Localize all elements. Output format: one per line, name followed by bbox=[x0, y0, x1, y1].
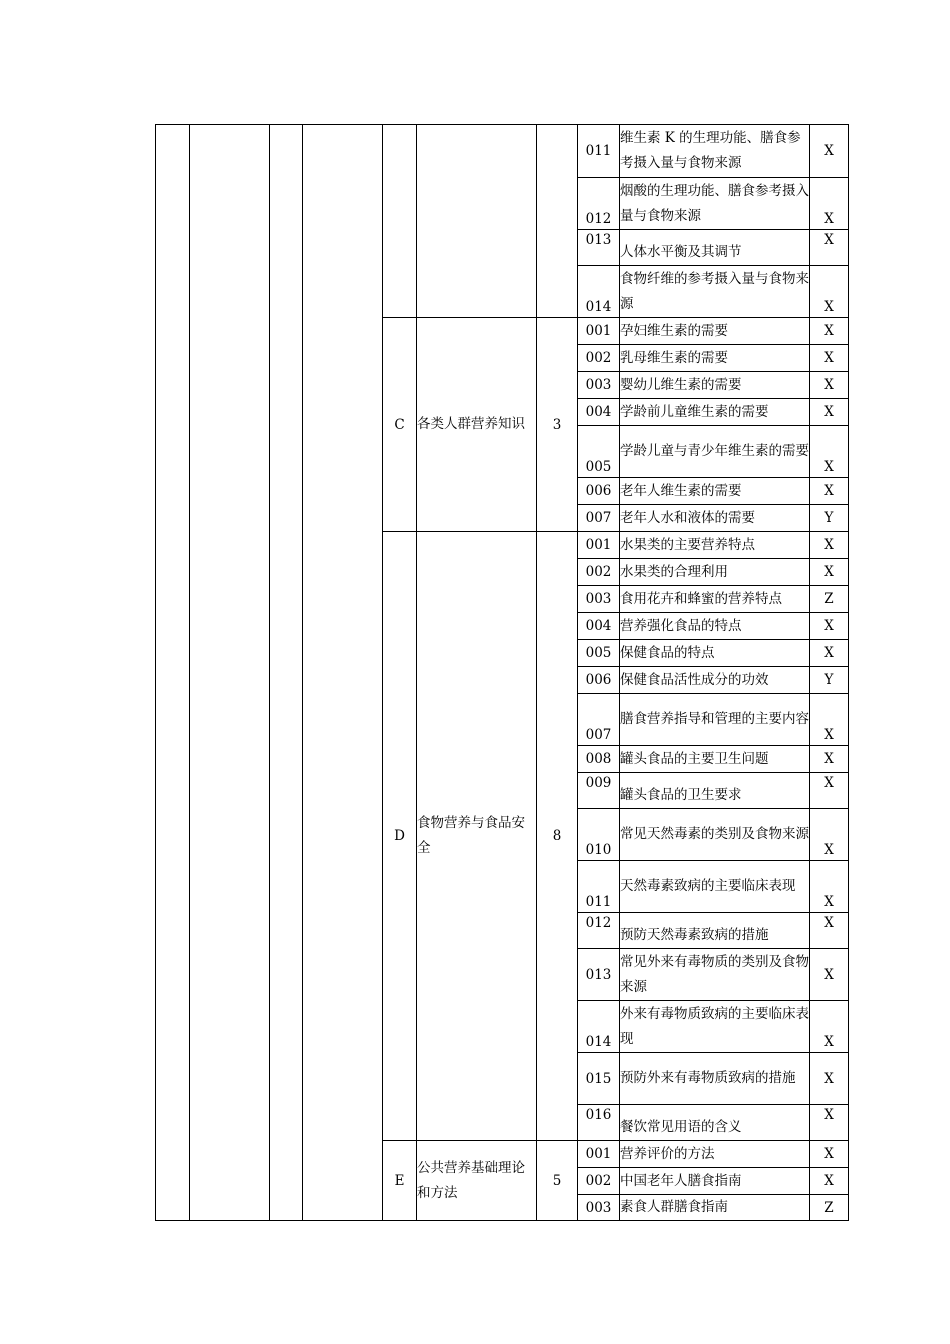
item-text: 中国老年人膳食指南 bbox=[620, 1168, 810, 1195]
item-text: 食物纤维的参考摄入量与食物来源 bbox=[620, 266, 810, 318]
item-level: X bbox=[810, 1141, 849, 1168]
item-code: 016 bbox=[578, 1105, 620, 1141]
section-count: 5 bbox=[537, 1141, 578, 1221]
item-text: 水果类的主要营养特点 bbox=[620, 532, 810, 559]
item-level: X bbox=[810, 809, 849, 861]
item-text: 天然毒素致病的主要临床表现 bbox=[620, 861, 810, 913]
item-level: X bbox=[810, 1053, 849, 1105]
item-text: 素食人群膳食指南 bbox=[620, 1195, 810, 1221]
item-level: X bbox=[810, 178, 849, 230]
item-text: 外来有毒物质致病的主要临床表现 bbox=[620, 1001, 810, 1053]
item-text: 老年人维生素的需要 bbox=[620, 478, 810, 505]
item-text: 餐饮常见用语的含义 bbox=[620, 1105, 810, 1141]
item-level: Z bbox=[810, 586, 849, 613]
item-code: 015 bbox=[578, 1053, 620, 1105]
item-code: 005 bbox=[578, 640, 620, 667]
item-code: 012 bbox=[578, 913, 620, 949]
item-level: Y bbox=[810, 505, 849, 532]
item-level: Y bbox=[810, 667, 849, 694]
item-text: 常见外来有毒物质的类别及食物来源 bbox=[620, 949, 810, 1001]
item-code: 014 bbox=[578, 1001, 620, 1053]
item-level: X bbox=[810, 861, 849, 913]
item-code: 006 bbox=[578, 667, 620, 694]
item-level: X bbox=[810, 230, 849, 266]
item-level: X bbox=[810, 426, 849, 478]
item-text: 保健食品的特点 bbox=[620, 640, 810, 667]
item-code: 005 bbox=[578, 426, 620, 478]
item-text: 常见天然毒素的类别及食物来源 bbox=[620, 809, 810, 861]
blank-col-4 bbox=[303, 125, 383, 1221]
item-level: X bbox=[810, 532, 849, 559]
item-level: X bbox=[810, 613, 849, 640]
item-code: 012 bbox=[578, 178, 620, 230]
item-code: 011 bbox=[578, 861, 620, 913]
section-count bbox=[537, 125, 578, 318]
item-text: 水果类的合理利用 bbox=[620, 559, 810, 586]
item-code: 003 bbox=[578, 1195, 620, 1221]
item-code: 009 bbox=[578, 773, 620, 809]
item-text: 预防天然毒素致病的措施 bbox=[620, 913, 810, 949]
section-count: 8 bbox=[537, 532, 578, 1141]
item-level: X bbox=[810, 372, 849, 399]
blank-col-1 bbox=[156, 125, 190, 1221]
item-code: 003 bbox=[578, 372, 620, 399]
item-text: 老年人水和液体的需要 bbox=[620, 505, 810, 532]
item-text: 食用花卉和蜂蜜的营养特点 bbox=[620, 586, 810, 613]
item-code: 002 bbox=[578, 559, 620, 586]
item-text: 罐头食品的主要卫生问题 bbox=[620, 746, 810, 773]
item-code: 013 bbox=[578, 230, 620, 266]
knowledge-table bbox=[155, 124, 849, 1221]
item-text: 烟酸的生理功能、膳食参考摄入量与食物来源 bbox=[620, 178, 810, 230]
table-row bbox=[156, 125, 849, 178]
item-level: X bbox=[810, 559, 849, 586]
section-letter: C bbox=[383, 318, 417, 532]
item-text: 维生素 K 的生理功能、膳食参考摄入量与食物来源 bbox=[620, 125, 810, 178]
item-code: 002 bbox=[578, 345, 620, 372]
section-name: 各类人群营养知识 bbox=[417, 318, 537, 532]
item-level: X bbox=[810, 1001, 849, 1053]
item-level: X bbox=[810, 399, 849, 426]
item-text: 膳食营养指导和管理的主要内容 bbox=[620, 694, 810, 746]
item-code: 002 bbox=[578, 1168, 620, 1195]
section-name: 公共营养基础理论和方法 bbox=[417, 1141, 537, 1221]
item-code: 001 bbox=[578, 532, 620, 559]
item-code: 011 bbox=[578, 125, 620, 178]
blank-col-3 bbox=[270, 125, 303, 1221]
item-text: 预防外来有毒物质致病的措施 bbox=[620, 1053, 810, 1105]
item-code: 006 bbox=[578, 478, 620, 505]
blank-col-2 bbox=[190, 125, 270, 1221]
item-code: 001 bbox=[578, 1141, 620, 1168]
item-text: 学龄前儿童维生素的需要 bbox=[620, 399, 810, 426]
section-name: 食物营养与食品安全 bbox=[417, 532, 537, 1141]
item-code: 013 bbox=[578, 949, 620, 1001]
item-text: 人体水平衡及其调节 bbox=[620, 230, 810, 266]
item-code: 001 bbox=[578, 318, 620, 345]
item-text: 婴幼儿维生素的需要 bbox=[620, 372, 810, 399]
item-code: 004 bbox=[578, 399, 620, 426]
item-level: Z bbox=[810, 1195, 849, 1221]
item-code: 003 bbox=[578, 586, 620, 613]
item-text: 学龄儿童与青少年维生素的需要 bbox=[620, 426, 810, 478]
item-code: 010 bbox=[578, 809, 620, 861]
item-level: X bbox=[810, 125, 849, 178]
item-level: X bbox=[810, 773, 849, 809]
item-text: 营养强化食品的特点 bbox=[620, 613, 810, 640]
item-code: 007 bbox=[578, 694, 620, 746]
item-level: X bbox=[810, 318, 849, 345]
section-letter: E bbox=[383, 1141, 417, 1221]
item-text: 营养评价的方法 bbox=[620, 1141, 810, 1168]
item-level: X bbox=[810, 266, 849, 318]
item-level: X bbox=[810, 746, 849, 773]
item-code: 014 bbox=[578, 266, 620, 318]
item-text: 保健食品活性成分的功效 bbox=[620, 667, 810, 694]
item-text: 孕妇维生素的需要 bbox=[620, 318, 810, 345]
item-level: X bbox=[810, 949, 849, 1001]
item-level: X bbox=[810, 913, 849, 949]
item-text: 罐头食品的卫生要求 bbox=[620, 773, 810, 809]
item-level: X bbox=[810, 640, 849, 667]
item-text: 乳母维生素的需要 bbox=[620, 345, 810, 372]
item-level: X bbox=[810, 1168, 849, 1195]
section-letter: D bbox=[383, 532, 417, 1141]
section-letter bbox=[383, 125, 417, 318]
section-name bbox=[417, 125, 537, 318]
item-code: 004 bbox=[578, 613, 620, 640]
item-level: X bbox=[810, 694, 849, 746]
item-level: X bbox=[810, 1105, 849, 1141]
section-count: 3 bbox=[537, 318, 578, 532]
item-code: 008 bbox=[578, 746, 620, 773]
item-code: 007 bbox=[578, 505, 620, 532]
item-level: X bbox=[810, 345, 849, 372]
item-level: X bbox=[810, 478, 849, 505]
